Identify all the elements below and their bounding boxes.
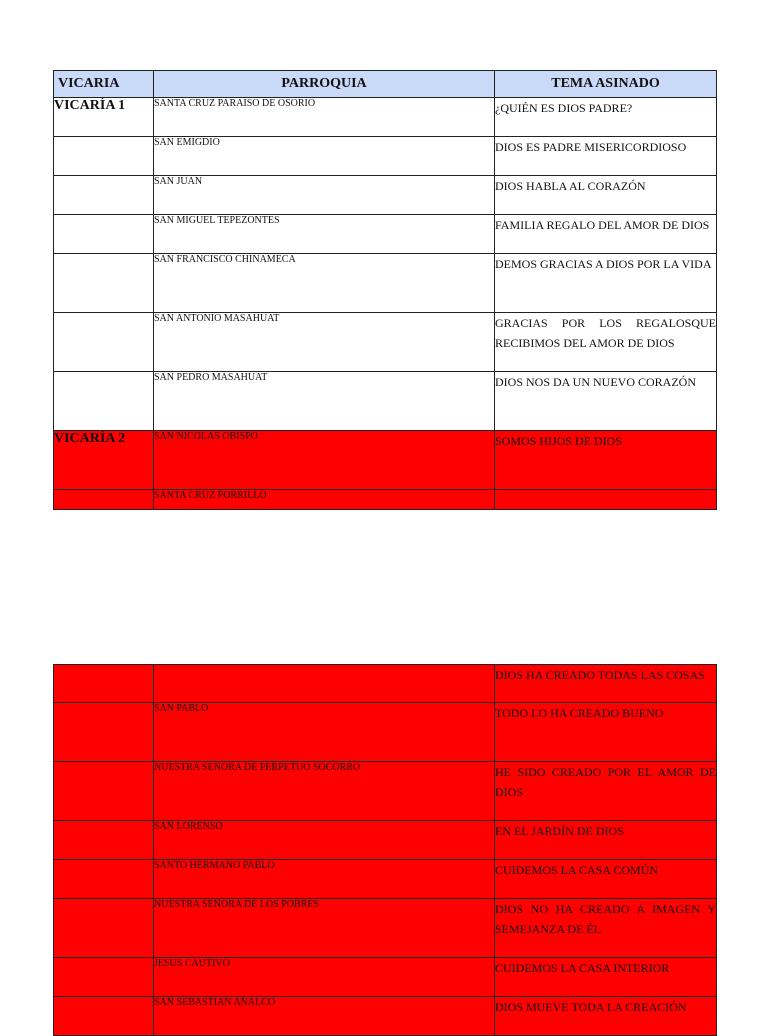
table-row: [54, 372, 717, 431]
vicaria-cell: [54, 137, 154, 176]
table-row: [54, 176, 717, 215]
table-row: [54, 821, 717, 860]
vicaria-cell: [54, 899, 154, 958]
tema-cell: TODO LO HA CREADO BUENO: [495, 703, 717, 762]
table-row: [54, 431, 717, 490]
parroquia-cell: SAN PABLO: [154, 703, 495, 762]
table-row: [54, 958, 717, 997]
parroquia-cell: SAN PEDRO MASAHUAT: [154, 372, 495, 431]
table-row: [54, 703, 717, 762]
parroquia-cell: SAN EMIGDIO: [154, 137, 495, 176]
parroquia-cell: SAN NICOLAS OBISPO: [154, 431, 495, 490]
table-row: [54, 860, 717, 899]
vicaria-cell: [54, 703, 154, 762]
parroquia-cell: SAN JUAN: [154, 176, 495, 215]
tema-cell: DEMOS GRACIAS A DIOS POR LA VIDA: [495, 254, 717, 313]
assignments-table-1: [53, 70, 717, 510]
table-row: [54, 762, 717, 821]
table-row: [54, 313, 717, 372]
parroquia-cell: [154, 665, 495, 703]
table-row: [54, 98, 717, 137]
vicaria-cell: [54, 860, 154, 899]
vicaria-cell: [54, 762, 154, 821]
tema-cell: HE SIDO CREADO POR EL AMOR DE DIOS: [495, 762, 717, 821]
parroquia-cell: SAN MIGUEL TEPEZONTES: [154, 215, 495, 254]
tema-cell: FAMILIA REGALO DEL AMOR DE DIOS: [495, 215, 717, 254]
vicaria-cell: [54, 665, 154, 703]
tema-cell: EN EL JARDÍN DE DIOS: [495, 821, 717, 860]
table-row: [54, 254, 717, 313]
tema-cell: ¿QUIÉN ES DIOS PADRE?: [495, 98, 717, 137]
tema-cell: DIOS NOS DA UN NUEVO CORAZÓN: [495, 372, 717, 431]
table-row: [54, 137, 717, 176]
table-row: [54, 997, 717, 1036]
tema-cell: GRACIAS POR LOS REGALOSQUE RECIBIMOS DEL AMOR DE DIOS: [495, 313, 717, 372]
vicaria-cell: [54, 997, 154, 1036]
vicaria-cell: [54, 254, 154, 313]
tema-cell: [495, 490, 717, 510]
tema-cell: DIOS MUEVE TODA LA CREACIÓN: [495, 997, 717, 1036]
vicaria-cell: [54, 176, 154, 215]
parroquia-cell: SANTA CRUZ PARAISO DE OSORIO: [154, 98, 495, 137]
parroquia-cell: SAN FRANCISCO CHINAMECA: [154, 254, 495, 313]
vicaria-cell: [54, 215, 154, 254]
table-row: [54, 490, 717, 510]
assignments-table-2: [53, 664, 717, 1036]
parroquia-cell: NUESTRA SEÑORA DE PERPETUO SOCORRO: [154, 762, 495, 821]
vicaria-cell: [54, 490, 154, 510]
tema-cell: DIOS NO HA CREADO A IMAGEN Y SEMEJANZA DE ÉL: [495, 899, 717, 958]
vicaria-cell: [54, 372, 154, 431]
parroquia-cell: SANTA CRUZ PORRILLO: [154, 490, 495, 510]
parroquia-cell: SAN LORENSO: [154, 821, 495, 860]
tema-cell: DIOS HA CREADO TODAS LAS COSAS: [495, 665, 717, 703]
vicaria-cell: [54, 958, 154, 997]
vicaria-cell: VICARÍA 1: [54, 98, 154, 137]
parroquia-cell: JESÚS CAUTIVO: [154, 958, 495, 997]
parroquia-cell: SAN ANTONIO MASAHUAT: [154, 313, 495, 372]
table-row: [54, 215, 717, 254]
table-row: [54, 899, 717, 958]
header-row: [54, 71, 717, 98]
parroquia-cell: SANTO HERMANO PABLO: [154, 860, 495, 899]
tema-cell: DIOS ES PADRE MISERICORDIOSO: [495, 137, 717, 176]
tema-cell: CUIDEMOS LA CASA INTERIOR: [495, 958, 717, 997]
parroquia-cell: NUESTRA SEÑORA DE LOS POBRES: [154, 899, 495, 958]
header-tema: TEMA ASINADO: [495, 71, 717, 98]
parroquia-cell: SAN SEBASTIAN ANALCO: [154, 997, 495, 1036]
tema-cell: DIOS HABLA AL CORAZÓN: [495, 176, 717, 215]
table-row: [54, 665, 717, 703]
vicaria-cell: VICARÍA 2: [54, 431, 154, 490]
tema-cell: CUIDEMOS LA CASA COMÚN: [495, 860, 717, 899]
header-parroquia: PARROQUIA: [154, 71, 495, 98]
tema-cell: SOMOS HIJOS DE DIOS: [495, 431, 717, 490]
vicaria-cell: [54, 313, 154, 372]
vicaria-cell: [54, 821, 154, 860]
header-vicaria: VICARIA: [54, 71, 154, 98]
